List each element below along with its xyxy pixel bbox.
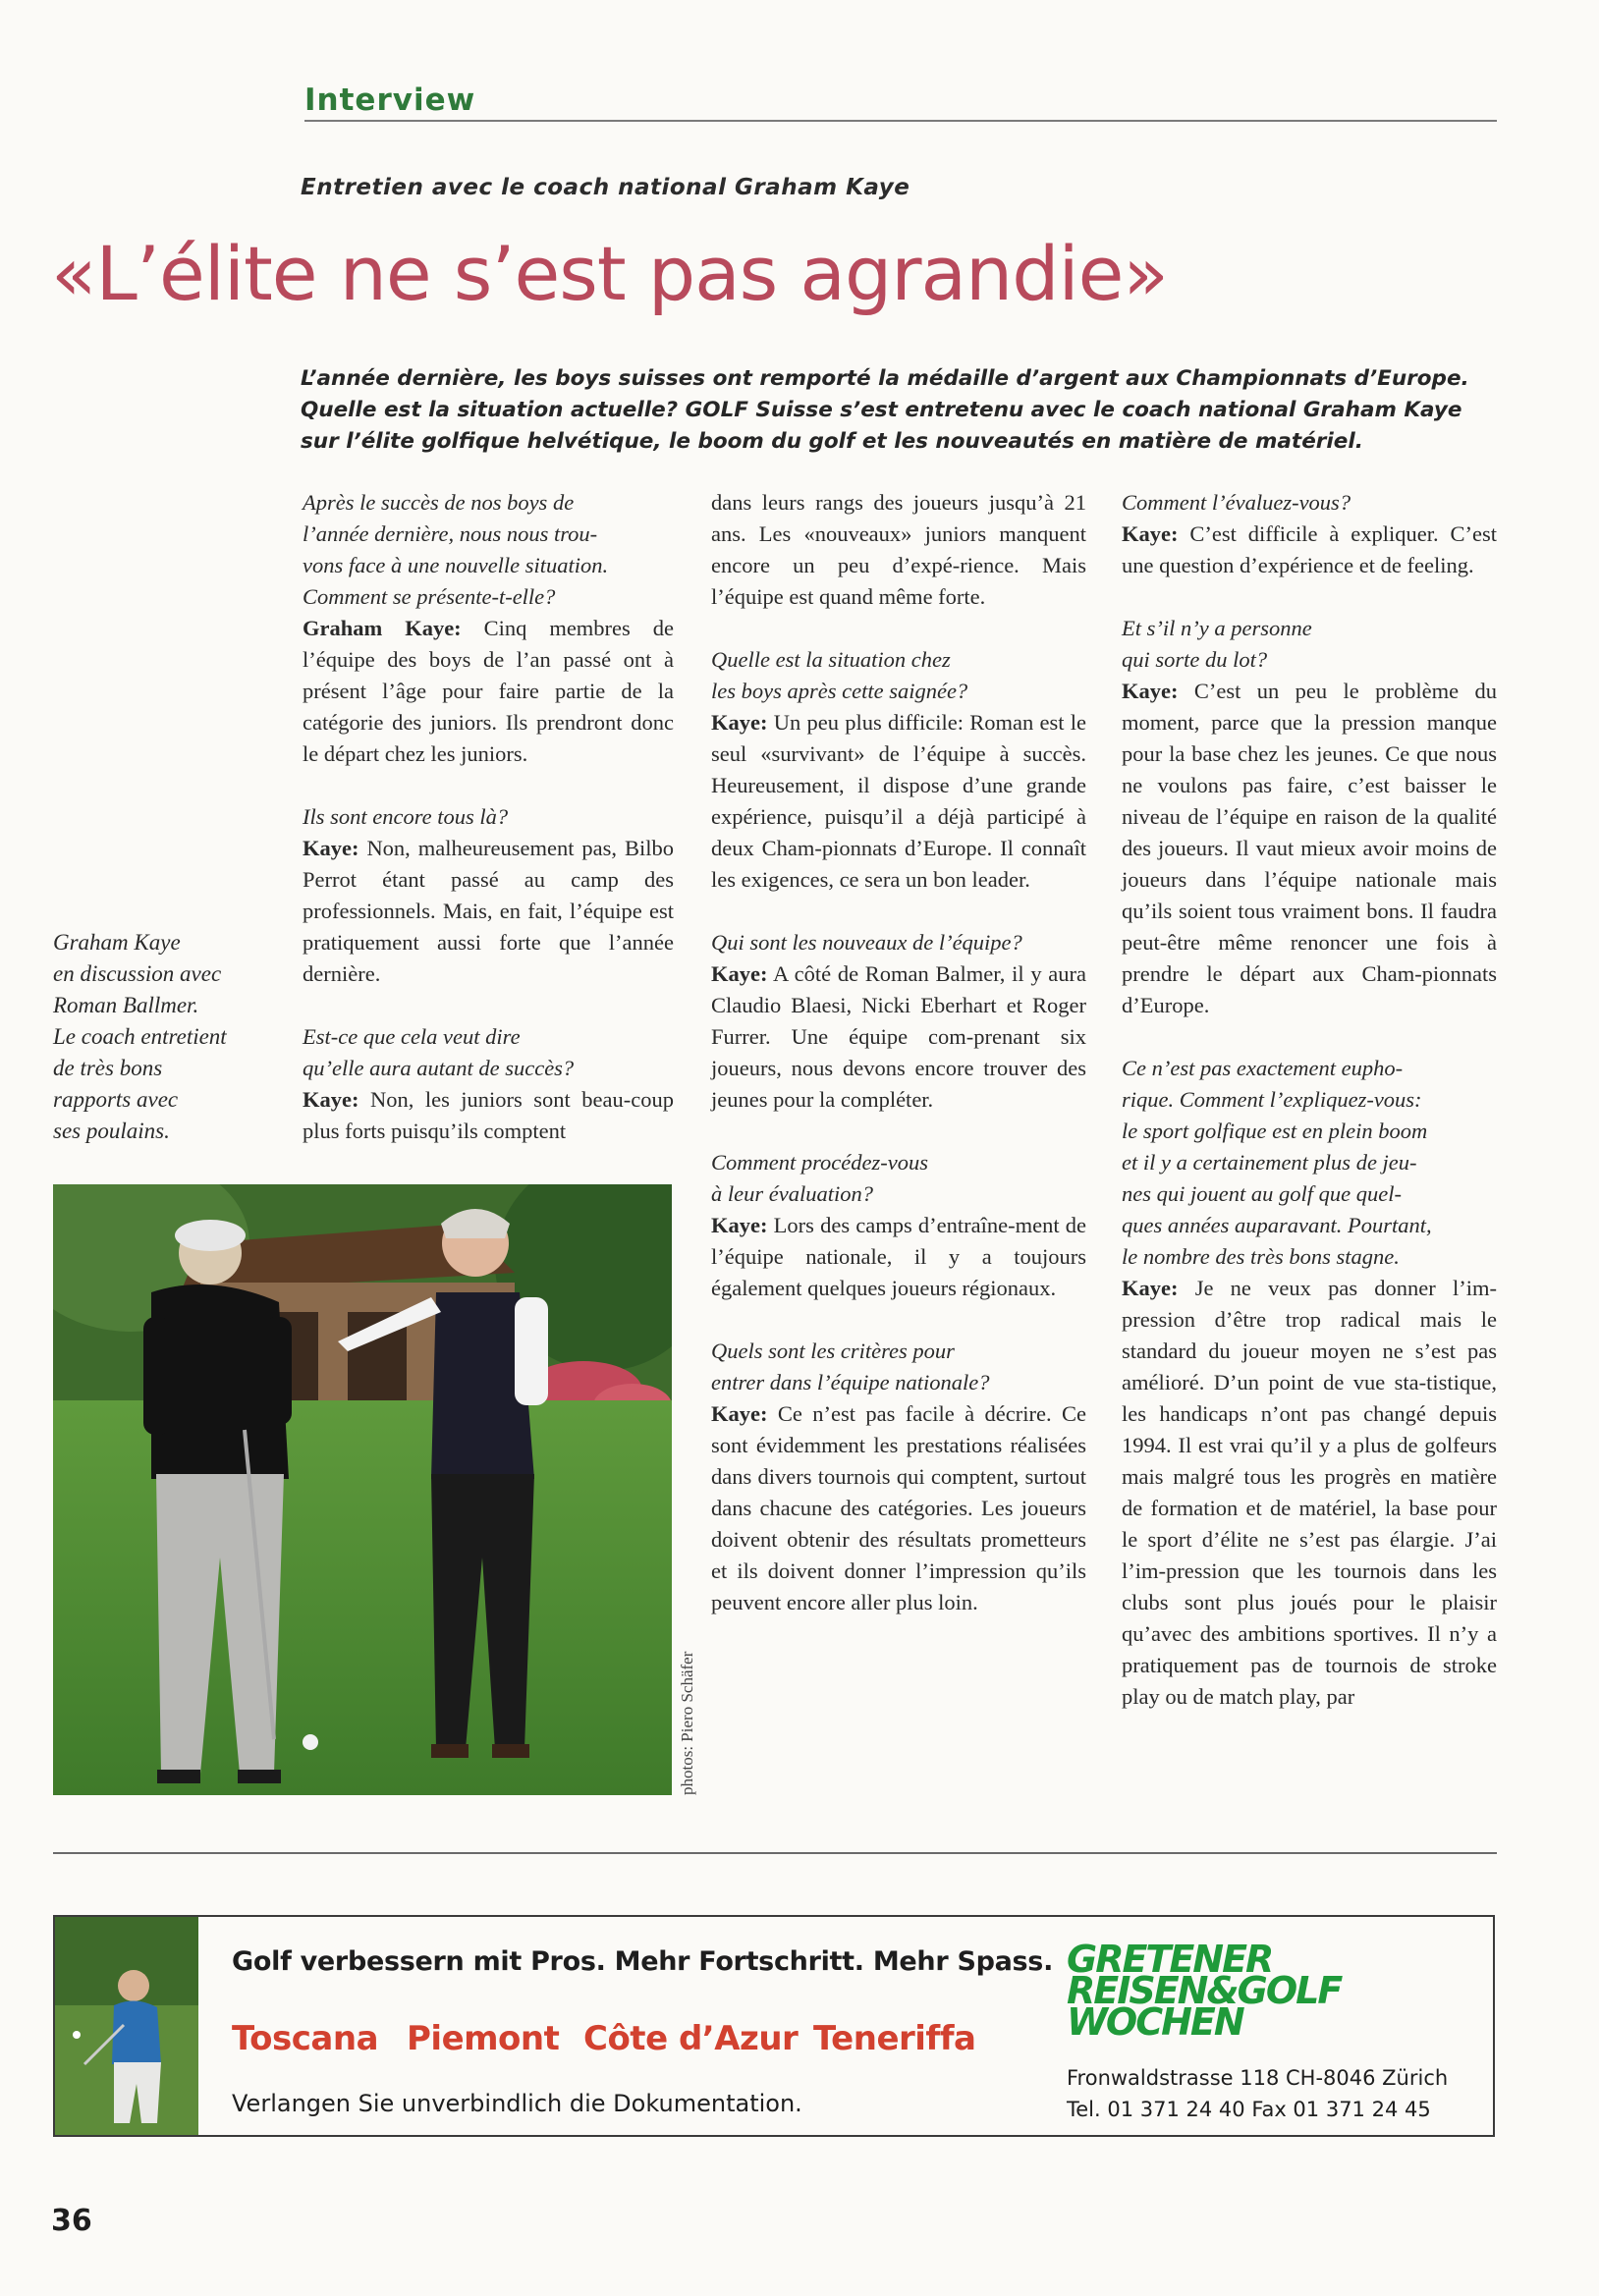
photo-caption: Graham Kaye en discussion avec Roman Ballmer. Le coach entretient de très bons rapports avec ses poulains. [53, 930, 227, 1143]
answer: Kaye: Non, les juniors sont beau-coup plus forts puisqu’ils comptent [303, 1087, 674, 1143]
logo-line-3: WOCHEN [1067, 2000, 1243, 2037]
question: Quels sont les critères pour entrer dans l’équipe nationale? [711, 1339, 990, 1394]
article-lead [301, 363, 1495, 458]
article-headline: «L’élite ne s’est pas agrandie» [51, 230, 1168, 317]
text-column-1 [303, 487, 674, 1147]
question: Comment l’évaluez-vous? [1122, 490, 1351, 515]
speaker: Kaye: [1122, 1276, 1179, 1300]
text-column-2 [711, 487, 1086, 1618]
ad-documentation-line: Verlangen Sie unverbindlich die Dokumentation. [232, 2090, 802, 2117]
speaker: Kaye: [1122, 679, 1179, 703]
speaker: Kaye: [711, 1401, 768, 1426]
logo-line-2: REISEN&GOLF [1067, 1969, 1342, 2012]
ad-address-block [1067, 2062, 1448, 2125]
ad-destination: Piemont [407, 2019, 560, 2058]
question: Qui sont les nouveaux de l’équipe? [711, 930, 1022, 955]
answer: Kaye: Ce n’est pas facile à décrire. Ce sont évidemment les prestations réalisées dans divers tournois qui comptent, surtout dans chacune des catégories. Les joueurs doivent obtenir des résultats prometteurs et ils doivent donner l’impression qu’ils peuvent encore aller plus loin. [711, 1401, 1086, 1614]
question: Est-ce que cela veut dire qu’elle aura autant de succès? [303, 1024, 575, 1080]
page-divider [53, 1852, 1497, 1854]
logo-line-1: GRETENER [1067, 1939, 1273, 1981]
speaker: Kaye: [711, 1213, 768, 1237]
gretener-logo [1067, 1939, 1479, 2037]
question: Comment procédez-vous à leur évaluation? [711, 1150, 928, 1206]
golf-green-illustration [53, 1184, 672, 1795]
answer: Kaye: Un peu plus difficile: Roman est le seul «survivant» de l’équipe à succès. Heureusement, il dispose d’une grande expérience, puisqu’il a déjà participé à deux Cham-pionnats d’Europe. Il connaît les exigences, ce sera un bon leader. [711, 710, 1086, 892]
question: Quelle est la situation chez les boys après cette saignée? [711, 647, 968, 703]
answer: Kaye: A côté de Roman Balmer, il y aura Claudio Blaesi, Nicki Eberhart et Roger Furrer. Une équipe com-prenant six joueurs, nous devons encore trouver des jeunes pour la compléter. [711, 961, 1086, 1112]
ad-tagline: Golf verbessern mit Pros. Mehr Fortschritt. Mehr Spass. [232, 1946, 1054, 1977]
text-column-3 [1122, 487, 1497, 1713]
ad-destination: Côte d’Azur [583, 2019, 799, 2058]
question: Et s’il n’y a personne qui sorte du lot? [1122, 616, 1312, 672]
answer: Kaye: Non, malheureusement pas, Bilbo Perrot étant passé au camp des professionnels. Mais, en fait, l’équipe est pratiquement aussi forte que l’année dernière. [303, 836, 674, 986]
lead-line: sur l’élite golfique helvétique, le boom du golf et les nouveautés en matière de matériel. [301, 429, 1363, 454]
speaker: Kaye: [303, 1087, 359, 1112]
answer: Kaye: C’est un peu le problème du moment, parce que la pression manque pour la base chez les jeunes. Ce que nous ne voulons pas faire, c’est baisser le niveau de l’équipe en raison de la qualité des joueurs. Il vaut mieux avoir moins de joueurs dans l’équipe nationale mais qu’ils soient tous vraiment bons. Il faudra peut-être même renoncer une fois à prendre le départ aux Cham-pionnats d’Europe. [1122, 679, 1497, 1017]
page-number: 36 [51, 2204, 92, 2238]
speaker: Kaye: [711, 961, 768, 986]
interview-photo [53, 1184, 672, 1795]
speaker: Kaye: [303, 836, 359, 860]
answer: Kaye: Je ne veux pas donner l’im-pression d’être trop radical mais le standard du joueur moyen ne s’est pas amélioré. D’un point de vue sta-tistique, les handicaps n’ont pas changé depuis 1994. Il est vrai qu’il y a plus de golfeurs mais malgré tous les progrès en matière de formation et de matériel, la base pour le sport d’élite ne s’est pas élargie. J’ai l’im-pression que les tournois dans les clubs sont plus joués pour le plaisir qu’avec des ambitions sportives. Il n’y a pratiquement pas de tournois de stroke play ou de match play, par [1122, 1276, 1497, 1709]
ad-destination: Teneriffa [813, 2019, 976, 2058]
section-divider [304, 120, 1497, 122]
question: Ils sont encore tous là? [303, 804, 509, 829]
question: Après le succès de nos boys de l’année dernière, nous nous trou- vons face à une nouvelle situation. Comment se présente-t-elle? [303, 490, 609, 609]
answer-continued: dans leurs rangs des joueurs jusqu’à 21 ans. Les «nouveaux» juniors manquent encore un peu d’expé-rience. Mais l’équipe est quand même forte. [711, 490, 1086, 609]
section-label: Interview [304, 82, 476, 118]
speaker: Kaye: [1122, 521, 1179, 546]
lead-line: Quelle est la situation actuelle? GOLF Suisse s’est entretenu avec le coach national Graham Kaye [301, 398, 1462, 422]
ad-phone: Tel. 01 371 24 40 Fax 01 371 24 45 [1067, 2098, 1431, 2121]
answer: Graham Kaye: Cinq membres de l’équipe des boys de l’an passé ont à présent l’âge pour faire partie de la catégorie des juniors. Ils prendront donc le départ chez les juniors. [303, 616, 674, 766]
photo-credit: photos: Piero Schäfer [678, 1651, 696, 1795]
ad-address: Fronwaldstrasse 118 CH-8046 Zürich [1067, 2066, 1449, 2090]
ad-golfer-photo [55, 1917, 198, 2135]
article-kicker: Entretien avec le coach national Graham Kaye [301, 175, 910, 200]
lead-line: L’année dernière, les boys suisses ont remporté la médaille d’argent aux Championnats d’Europe. [301, 366, 1469, 391]
speaker: Kaye: [711, 710, 768, 735]
speaker: Graham Kaye: [303, 616, 462, 640]
advertisement [53, 1915, 1495, 2137]
answer: Kaye: Lors des camps d’entraîne-ment de l’équipe nationale, il y a toujours également quelques joueurs régionaux. [711, 1213, 1086, 1300]
answer: Kaye: C’est difficile à expliquer. C’est une question d’expérience et de feeling. [1122, 521, 1497, 577]
question: Ce n’est pas exactement eupho- rique. Comment l’expliquez-vous: le sport golfique est en plein boom et il y a certainement plus de jeu- nes qui jouent au golf que quel- ques années auparavant. Pourtant, le nombre des très bons stagne. [1122, 1056, 1432, 1269]
ad-destination: Toscana [232, 2019, 379, 2058]
